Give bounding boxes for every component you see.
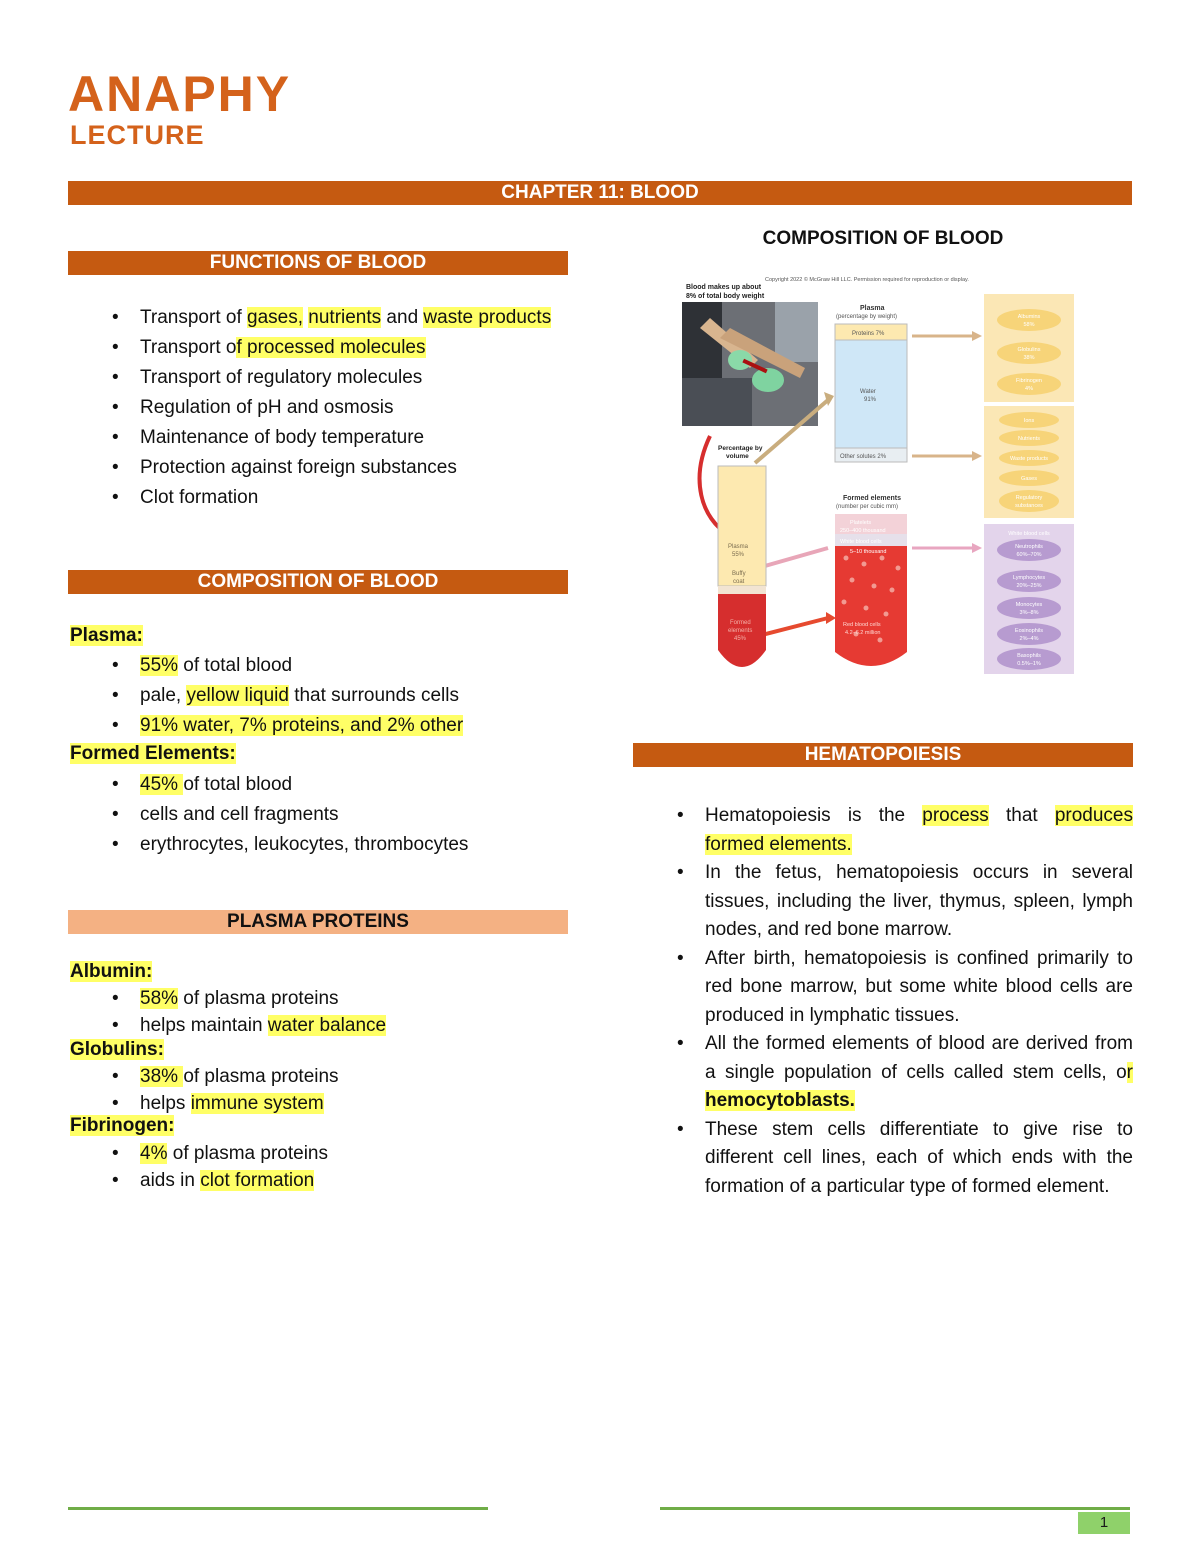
globulins-label: Globulins: — [70, 1039, 164, 1060]
neutrophils-pct: 60%–70% — [1016, 552, 1042, 558]
text-segment: Maintenance of body temperature — [140, 427, 425, 448]
rbc-count: 4.2–6.2 million — [845, 630, 881, 636]
text-segment: pale, — [140, 685, 187, 706]
eosinophils-pct: 2%–4% — [1019, 636, 1039, 642]
regulatory-line1: Regulatory — [1015, 495, 1043, 501]
list-item — [68, 363, 568, 393]
tube-buffy-line1: Buffy — [732, 571, 746, 577]
fibrinogen-label: Fibrinogen — [1016, 378, 1042, 384]
plasma-label: Plasma: — [70, 625, 143, 646]
nutrients-label: Nutrients — [1017, 436, 1041, 442]
list-item — [68, 830, 568, 860]
formed-col-sub: (number per cubic mm) — [836, 504, 899, 510]
text-segment: After birth, hematopoiesis is confined primarily to red bone marrow, but some white blood cells are produced in lymphatic tissues. — [705, 947, 1133, 1026]
list-item — [68, 711, 568, 741]
highlighted-text: clot formation — [200, 1170, 315, 1191]
ions-label: Ions — [1023, 418, 1035, 424]
blood-composition-figure — [680, 268, 1075, 681]
text-segment: In the fetus, hematopoiesis occurs in several tissues, including the liver, thymus, spleen, lymph nodes, and red bone marrow. — [705, 862, 1133, 940]
globulins-label: Globulins — [1017, 347, 1041, 353]
eosinophils-label: Eosinophils — [1014, 628, 1044, 634]
highlighted-text: 38% — [140, 1066, 184, 1087]
list-item — [68, 393, 568, 423]
highlighted-text: waste products — [423, 307, 552, 328]
wbc-count-label: White blood cells — [840, 539, 882, 545]
pct-volume-line1: Percentage by — [718, 445, 763, 452]
text-segment: of total blood — [178, 655, 293, 676]
text-segment: aids in — [140, 1170, 201, 1191]
text-segment: that surrounds cells — [288, 685, 459, 706]
list-item — [68, 1090, 568, 1117]
list-item — [68, 1167, 568, 1194]
list-item — [68, 453, 568, 483]
albumin-list — [68, 985, 568, 1039]
tube-formed-pct: 45% — [734, 636, 747, 642]
tube-buffy-line2: coat — [733, 579, 745, 585]
monocytes-label: Monocytes — [1015, 602, 1043, 608]
list-item — [68, 651, 568, 681]
tube-formed-line1: Formed — [730, 620, 751, 626]
fibrinogen-pct: 4% — [1025, 386, 1033, 392]
text-segment: Transport of — [140, 307, 248, 328]
list-item — [68, 303, 568, 333]
text-segment: of total blood — [183, 774, 293, 795]
text-segment: These stem cells differentiate to give rise to different cell lines, each of which ends with the formation of a particular type of formed element. — [705, 1118, 1133, 1197]
monocytes-pct: 3%–8% — [1019, 610, 1039, 616]
other-solutes-label: Other solutes 2% — [840, 454, 887, 460]
neutrophils-label: Neutrophils — [1015, 544, 1043, 550]
highlighted-text: yellow liquid — [186, 685, 289, 706]
regulatory-line2: substances — [1015, 503, 1043, 509]
text-segment: erythrocytes, leukocytes, thrombocytes — [140, 834, 469, 855]
plasma-col-sub: (percentage by weight) — [836, 314, 898, 320]
highlighted-text: produces formed elements. — [705, 805, 1133, 855]
footer-rule-right — [660, 1507, 1130, 1510]
text-segment: Protection against foreign substances — [140, 457, 457, 478]
highlighted-text: gases, — [247, 307, 303, 328]
text-segment: of plasma proteins — [178, 988, 339, 1009]
highlighted-text: 55% — [140, 655, 179, 676]
highlighted-text: 4% — [140, 1143, 168, 1164]
proteins-label: Proteins 7% — [852, 331, 885, 337]
albumin-label: Albumin: — [70, 961, 153, 982]
pct-volume-line2: volume — [726, 453, 749, 460]
text-segment: that — [988, 805, 1055, 826]
list-item — [68, 333, 568, 363]
list-item — [68, 1063, 568, 1090]
waste-label: Waste products — [1009, 456, 1049, 462]
plasma-proteins-heading: PLASMA PROTEINS — [68, 910, 568, 934]
list-item — [68, 1140, 568, 1167]
list-item — [68, 800, 568, 830]
gases-label: Gases — [1021, 476, 1037, 482]
composition-heading: COMPOSITION OF BLOOD — [68, 570, 568, 594]
plasma-list — [68, 651, 568, 741]
text-segment: of plasma proteins — [167, 1143, 328, 1164]
text-segment: Transport of regulatory molecules — [140, 367, 423, 388]
text-segment: helps — [140, 1093, 191, 1114]
blood-note-line1: Blood makes up about — [686, 284, 762, 291]
basophils-pct: 0.5%–1% — [1017, 661, 1041, 667]
blood-draw-photo — [682, 302, 818, 426]
highlighted-text: immune system — [190, 1093, 324, 1114]
formed-elements-list — [68, 770, 568, 860]
albumins-label: Albumins — [1017, 314, 1041, 320]
highlighted-text: r — [1126, 1061, 1133, 1083]
list-item — [68, 681, 568, 711]
text-segment: Clot formation — [140, 487, 259, 508]
globulins-list — [68, 1063, 568, 1117]
highlighted-text: process — [922, 805, 989, 826]
platelets-count: 250–400 thousand — [840, 528, 886, 534]
albumins-pct: 58% — [1023, 322, 1035, 328]
text-segment: cells and cell fragments — [140, 804, 339, 825]
text-segment: All the formed elements of blood are derived from a single population of cells called stem cells, o — [705, 1033, 1133, 1083]
figure-copyright: Copyright 2022 © McGraw Hill LLC. Permission required for reproduction or display. — [765, 277, 969, 283]
water-label: Water — [860, 389, 876, 395]
footer-rule-left — [68, 1507, 488, 1510]
lymphocytes-pct: 20%–25% — [1016, 583, 1042, 589]
globulins-pct: 38% — [1023, 355, 1035, 361]
tube-buffy-coat — [718, 586, 766, 594]
list-item — [633, 945, 1133, 1031]
text-segment: of plasma proteins — [183, 1066, 339, 1087]
highlighted-text: nutrients — [308, 307, 382, 328]
plasma-col-title: Plasma — [860, 305, 885, 312]
basophils-label: Basophils — [1017, 653, 1041, 659]
text-segment: helps maintain — [140, 1015, 268, 1036]
formed-elements-label: Formed Elements: — [70, 743, 236, 764]
highlighted-text: 58% — [140, 988, 179, 1009]
list-item — [68, 985, 568, 1012]
text-segment: Hematopoiesis is the — [705, 805, 923, 826]
blood-note-line2: 8% of total body weight — [686, 293, 765, 300]
highlighted-text: 45% — [140, 774, 184, 795]
rbc-label: Red blood cells — [843, 622, 881, 628]
water-pct: 91% — [864, 397, 877, 403]
text-segment: and — [381, 307, 424, 328]
list-item — [68, 483, 568, 513]
list-item — [68, 1012, 568, 1039]
wbc-box-title: White blood cells — [1008, 531, 1050, 537]
highlighted-text: water balance — [267, 1015, 387, 1036]
list-item — [633, 1030, 1133, 1116]
list-item — [633, 1116, 1133, 1202]
document-subtitle: LECTURE — [70, 120, 205, 150]
text-segment: Regulation of pH and osmosis — [140, 397, 394, 418]
list-item — [68, 423, 568, 453]
figure-heading: COMPOSITION OF BLOOD — [762, 228, 1004, 249]
list-item — [633, 802, 1133, 859]
hematopoiesis-list — [633, 802, 1133, 1201]
platelets-label: Platelets — [850, 520, 872, 526]
tube-formed-line2: elements — [728, 628, 753, 634]
functions-heading: FUNCTIONS OF BLOOD — [68, 251, 568, 275]
fibrinogen-list — [68, 1140, 568, 1194]
hematopoiesis-heading: HEMATOPOIESIS — [633, 743, 1133, 767]
functions-list — [68, 303, 568, 513]
highlighted-text: f processed molecules — [236, 337, 426, 358]
lymphocytes-label: Lymphocytes — [1012, 575, 1046, 581]
tube-plasma — [718, 466, 766, 586]
list-item — [68, 770, 568, 800]
highlighted-text: hemocytoblasts. — [705, 1090, 855, 1111]
text-segment: Transport o — [140, 337, 237, 358]
chapter-title-bar: CHAPTER 11: BLOOD — [68, 181, 1132, 205]
highlighted-text: 91% water, 7% proteins, and 2% other — [140, 715, 464, 736]
page-number: 1 — [1078, 1512, 1130, 1534]
wbc-count: 5–10 thousand — [850, 549, 887, 555]
fibrinogen-label: Fibrinogen: — [70, 1115, 175, 1136]
tube-plasma-label: Plasma — [728, 544, 749, 550]
document-title: ANAPHY — [68, 66, 292, 122]
list-item — [633, 859, 1133, 945]
formed-col-title: Formed elements — [843, 495, 901, 502]
tube-plasma-pct: 55% — [732, 552, 745, 558]
